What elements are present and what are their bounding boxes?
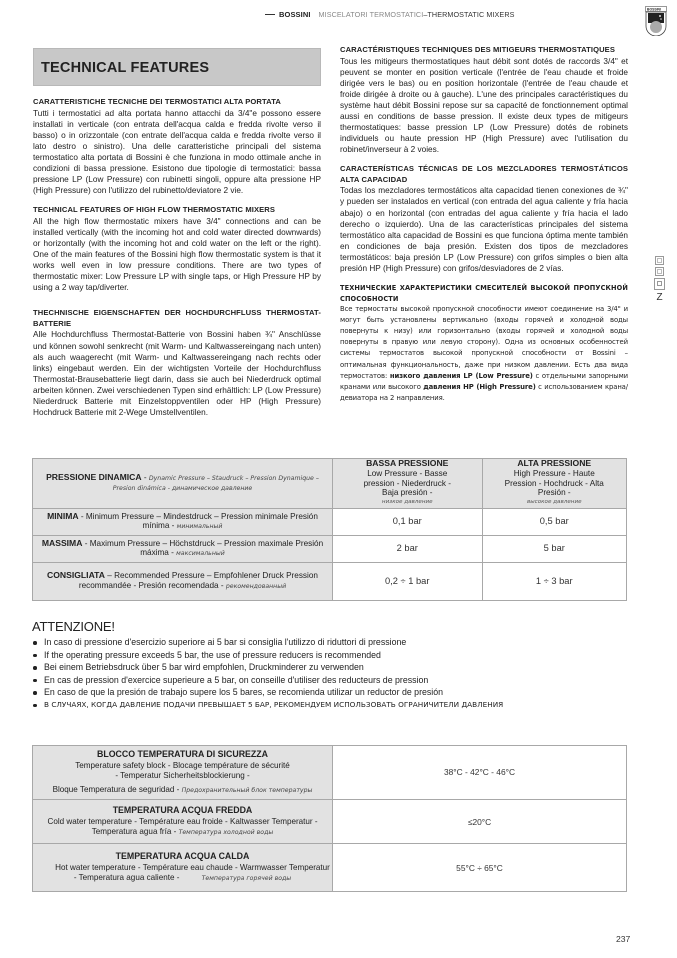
attention-title: ATTENZIONE! [32,619,115,634]
low-pressure-subtitle: Low Pressure - Basse pression - Niederdruck - Baja presión - [363,468,451,498]
row-label-bold: MINIMA [47,510,79,521]
section-title-box [33,48,321,86]
low-pressure-title: BASSA PRESSIONE [366,458,449,468]
temperature-value: ≤20°C [333,800,627,844]
right-column [340,45,628,413]
page-number: 237 [616,934,631,944]
table-row [33,562,627,600]
heading-fr: CARACTÉRISTIQUES TECHNIQUES DES MITIGEURS THERMOSTATIQUES [340,45,616,54]
body-ru-part3: с использованием крана/девиатора на 2 направления. [340,382,628,402]
row-label [33,746,333,800]
body-es: Todas los mezcladores termostáticos alta capacidad tienen conexiones de ¾" y pueden ser instalados en vertical (con entrada del agua caliente y fría hacia abajo) o en horizontal (con entradas del agua caliente y fría hacia el lado derecho o izquierdo). Una de las características principales del sistema termostático alta capacidad de Bossini es que funciona óptima mente también en condiciones de baja presión. Existen dos tipos de mezcladores termostáticos: baja presión LP (Low Pressure) con grifos simples o bien alta presión HP (High Pressure) con grifos/desviadores de 2 vías. [340,186,628,273]
body-ru-part1: Все термостаты высокой пропускной способности имеют соединение на 3/4" и могут быть установлены вертикально (входы горячей и холодной воды повернуты к низу) или горизонтально (входы горячей и холодной воды повернуты в правую или левую сторону). Одна из основных особенностей системы термостатов высокой пропускной способности от Bossini – оптимальная функциональность, даже при низком давлении. Есть два вида термостатов: [340,305,628,380]
header-category: MISCELATORI TERMOSTATICI [318,10,424,19]
header-brand: BOSSINI [279,10,311,19]
attention-list [32,636,632,712]
body-ru-part2: с отдельными запорными кранами или высокого [340,371,628,391]
heading-es: CARACTERÍSTICAS TÉCNICAS DE LOS MEZCLADORES TERMOSTÁTICOS ALTA CAPACIDAD [340,164,628,184]
body-de: Alle Hochdurchfluss Thermostat-Batterie von Bossini haben ¾" Anschlüsse und können sowohl senkrecht (mit Warm- und Kaltwassereingang nach unten) als auch waagerecht (mit Warm- und Kaltwassereingang nach rechts oder links) eingebaut werden. Ein der wichtigsten Vorteile der Hochdurchfluss Thermostat-Brausebatterie liegt darin, dass sie auch bei Niederdruck optimal arbeiten können. Zwei verschiedenen Typen sind erhältlich: LP (Low Pressure) Niederdruck Batterie mit Einzelstoppventilen oder HP (High Pressure) Hochdruck Batterie mit 2-Wege Umstellventilen. [33,330,321,418]
index-square-icon [654,278,665,290]
heading-en: TECHNICAL FEATURES OF HIGH FLOW THERMOSTATIC MIXERS [33,205,276,215]
row-label [33,800,333,844]
body-ru-bold1: низкого давления LP (Low Pressure) [389,371,533,380]
high-pressure-header [482,459,627,509]
attention-block [32,619,632,712]
low-pressure-value: 2 bar [333,535,483,562]
row-label-bold: TEMPERATURA ACQUA FREDDA [112,804,253,815]
table-row [33,800,627,844]
heading-ru: ТЕХНИЧЕСКИЕ ХАРАКТЕРИСТИКИ СМЕСИТЕЛЕЙ ВЫСОКОЙ ПРОПУСКНОЙ СПОСОБНОСТИ [340,284,628,303]
body-ru [340,304,628,404]
row-label [33,562,333,600]
running-header [265,10,515,19]
row-label-ru: рекомендованный [225,582,287,590]
high-pressure-subtitle: High Pressure - Haute Pression - Hochdruck - Alta Presión - [504,468,604,498]
row-label-ru: максимальный [176,550,225,558]
row-label-text: - Maximum Pressure – Höchstdruck – Pression maximale Presión máxima - [82,538,324,558]
row-label [33,508,333,535]
list-item: En caso de que la presión de trabajo supere los 5 bares, se recomienda utilizar un reductor de presión [32,686,632,699]
row-label-ru: Температура холодной воды [178,829,274,837]
low-pressure-value: 0,2 ÷ 1 bar [333,562,483,600]
list-item: If the operating pressure exceeds 5 bar, the use of pressure reducers is recommended [32,649,632,662]
row-label-text: Temperature safety block - Blocage température de sécurité - Temperatur Sicherheitsblockierung - [75,760,290,781]
page-title: TECHNICAL FEATURES [41,60,210,76]
high-pressure-value: 5 bar [482,535,627,562]
list-item: In caso di pressione d'esercizio superiore ai 5 bar si consiglia l'utilizzo di riduttori di pressione [32,636,632,649]
index-square-icon [655,256,664,265]
header-rule [265,14,275,15]
row-label-ru: минимальный [176,523,223,531]
high-pressure-value: 1 ÷ 3 bar [482,562,627,600]
pressure-header-bold: PRESSIONE DINAMICA [46,471,142,482]
row-label-ru: Предохранительный блок температуры [181,786,313,794]
row-label-bold: TEMPERATURA ACQUA CALDA [115,850,250,861]
bossini-logo-icon [645,6,667,36]
list-item: В СЛУЧАЯХ, КОГДА ДАВЛЕНИЕ ПОДАЧИ ПРЕВЫШАЕТ 5 БАР, РЕКОМЕНДУЕМ ИСПОЛЬЗОВАТЬ ОГРАНИЧИТЕЛИ ДАВЛЕНИЯ [32,699,632,712]
row-label-text: - Minimum Pressure – Mindestdruck – Pression minimale Presión mínima - [78,511,318,531]
row-label-text: – Recommended Pressure – Empfohlener Druck Pression recommandée - Presión recomendada - [78,571,318,590]
row-label [33,535,333,562]
body-it: Tutti i termostatici ad alta portata hanno attacchi da 3/4"e possono essere installati in verticale (con entrata dell'acqua calda e fredda rivolte verso il basso) o in orizzontale (con entrate dell'acqua calda e fredda rivolte verso il lato destro o sinistro). Una delle caratteristiche principali del sistema termostatico alta portata di Bossini è che funziona in modo ottimale anche in condizioni di bassa pressione. Esistono due tipologie di termostatici: bassa pressione LP (Low Pressure) con rubinetti singoli, oppure alta pressione HP (High Pressure) con l'utilizzo del rubinetto/deviatore 2 vie. [33,108,321,196]
table-row [33,535,627,562]
table-row [33,508,627,535]
row-label [33,844,333,892]
low-pressure-header [333,459,483,509]
temperature-table [32,745,627,892]
high-pressure-ru: высокое давление [526,499,582,506]
list-item: Bei einem Betriebsdruck über 5 bar wird empfohlen, Druckminderer zu verwenden [32,661,632,674]
side-tab-letter: Z [656,292,663,303]
svg-text:BOSSINI: BOSSINI [647,7,661,12]
left-column [33,97,321,427]
table-row [33,746,627,800]
pressure-header-label [33,459,333,509]
row-label-text: Cold water temperature - Température eau froide - Kaltwasser Temperatur - Temperatura agua fría - [47,816,318,837]
pressure-header-sep: - [141,472,149,482]
row-label-bold: BLOCCO TEMPERATURA DI SICUREZZA [96,749,269,759]
row-label-line2 [35,785,330,797]
pressure-table [32,458,627,601]
heading-de: THECHNISCHE EIGENSCHAFTEN DER HOCHDURCHFLUSS THERMOSTAT-BATTERIE [33,308,321,328]
row-label-bold: MASSIMA [41,537,83,548]
row-label-bold: CONSIGLIATA [47,570,105,581]
high-pressure-title: ALTA PRESSIONE [517,458,592,468]
side-index-tab [654,256,665,303]
heading-it: CARATTERISTICHE TECNICHE DEI TERMOSTATICI ALTA PORTATA [33,97,281,106]
body-en: All the high flow thermostatic mixers have 3/4" connections and can be installed vertically (with the incoming hot and cold water directed downwards) or horizontally (with the incoming hot and cold water on the left or the right). One of the main features of the Bossini high flow thermostatic system is that it works well even in low pressure conditions. There are two types of thermostatic mixer: Low Pressure LP with single taps, or High Pressure HP by using a 2 way tap/diverter. [33,216,321,293]
low-pressure-value: 0,1 bar [333,508,483,535]
temperature-value: 55°C ÷ 65°C [333,844,627,892]
index-square-icon [655,267,664,276]
row-label-text2: Bloque Temperatura de seguridad - [52,784,182,794]
temperature-value: 38°C - 42°C - 46°C [333,746,627,800]
low-pressure-ru: низкое давление [381,499,433,506]
table-row [33,844,627,892]
high-pressure-value: 0,5 bar [482,508,627,535]
body-ru-bold2: давления HP (High Pressure) [423,382,536,391]
body-fr: Tous les mitigeurs thermostatiques haut débit sont dotés de raccords 3/4" et peuvent se monter en position verticale (l'entrée de l'eau chaude et froide dirigée vers le bas) ou en position horizontale (l'entrée de l'eau chaude et froide dirigée à droite ou à gauche). L'une des principales caractéristiques du système haut débit Bossini repose sur sa capacité de fonctionnement optimal aussi en conditions de basse pression. Il existe deux types de mitigeurs thermostatiques: basse pression LP (Low Pressure) dotés de robinets individuels ou haute pression HP (High Pressure) avec l'utilisation du robinet/inverseur à 2 voies. [340,56,628,155]
row-label-text: Hot water temperature - Température eau chaude - Warmwasser Temperatur - Temperatura agua caliente - [55,862,330,883]
header-subcategory: THERMOSTATIC MIXERS [427,10,515,19]
header-separator: – [423,10,428,19]
table-header-row [33,459,627,509]
list-item: En cas de pression d'exercice superieure a 5 bar, on conseille d'utiliser des reducteurs de pression [32,674,632,687]
row-label-ru: Температура горячей воды [201,875,292,883]
pressure-header-italic: Dynamic Pressure – Staudruck – Pression Dynamique – Presion dinámica - динамическое давление [112,474,319,493]
